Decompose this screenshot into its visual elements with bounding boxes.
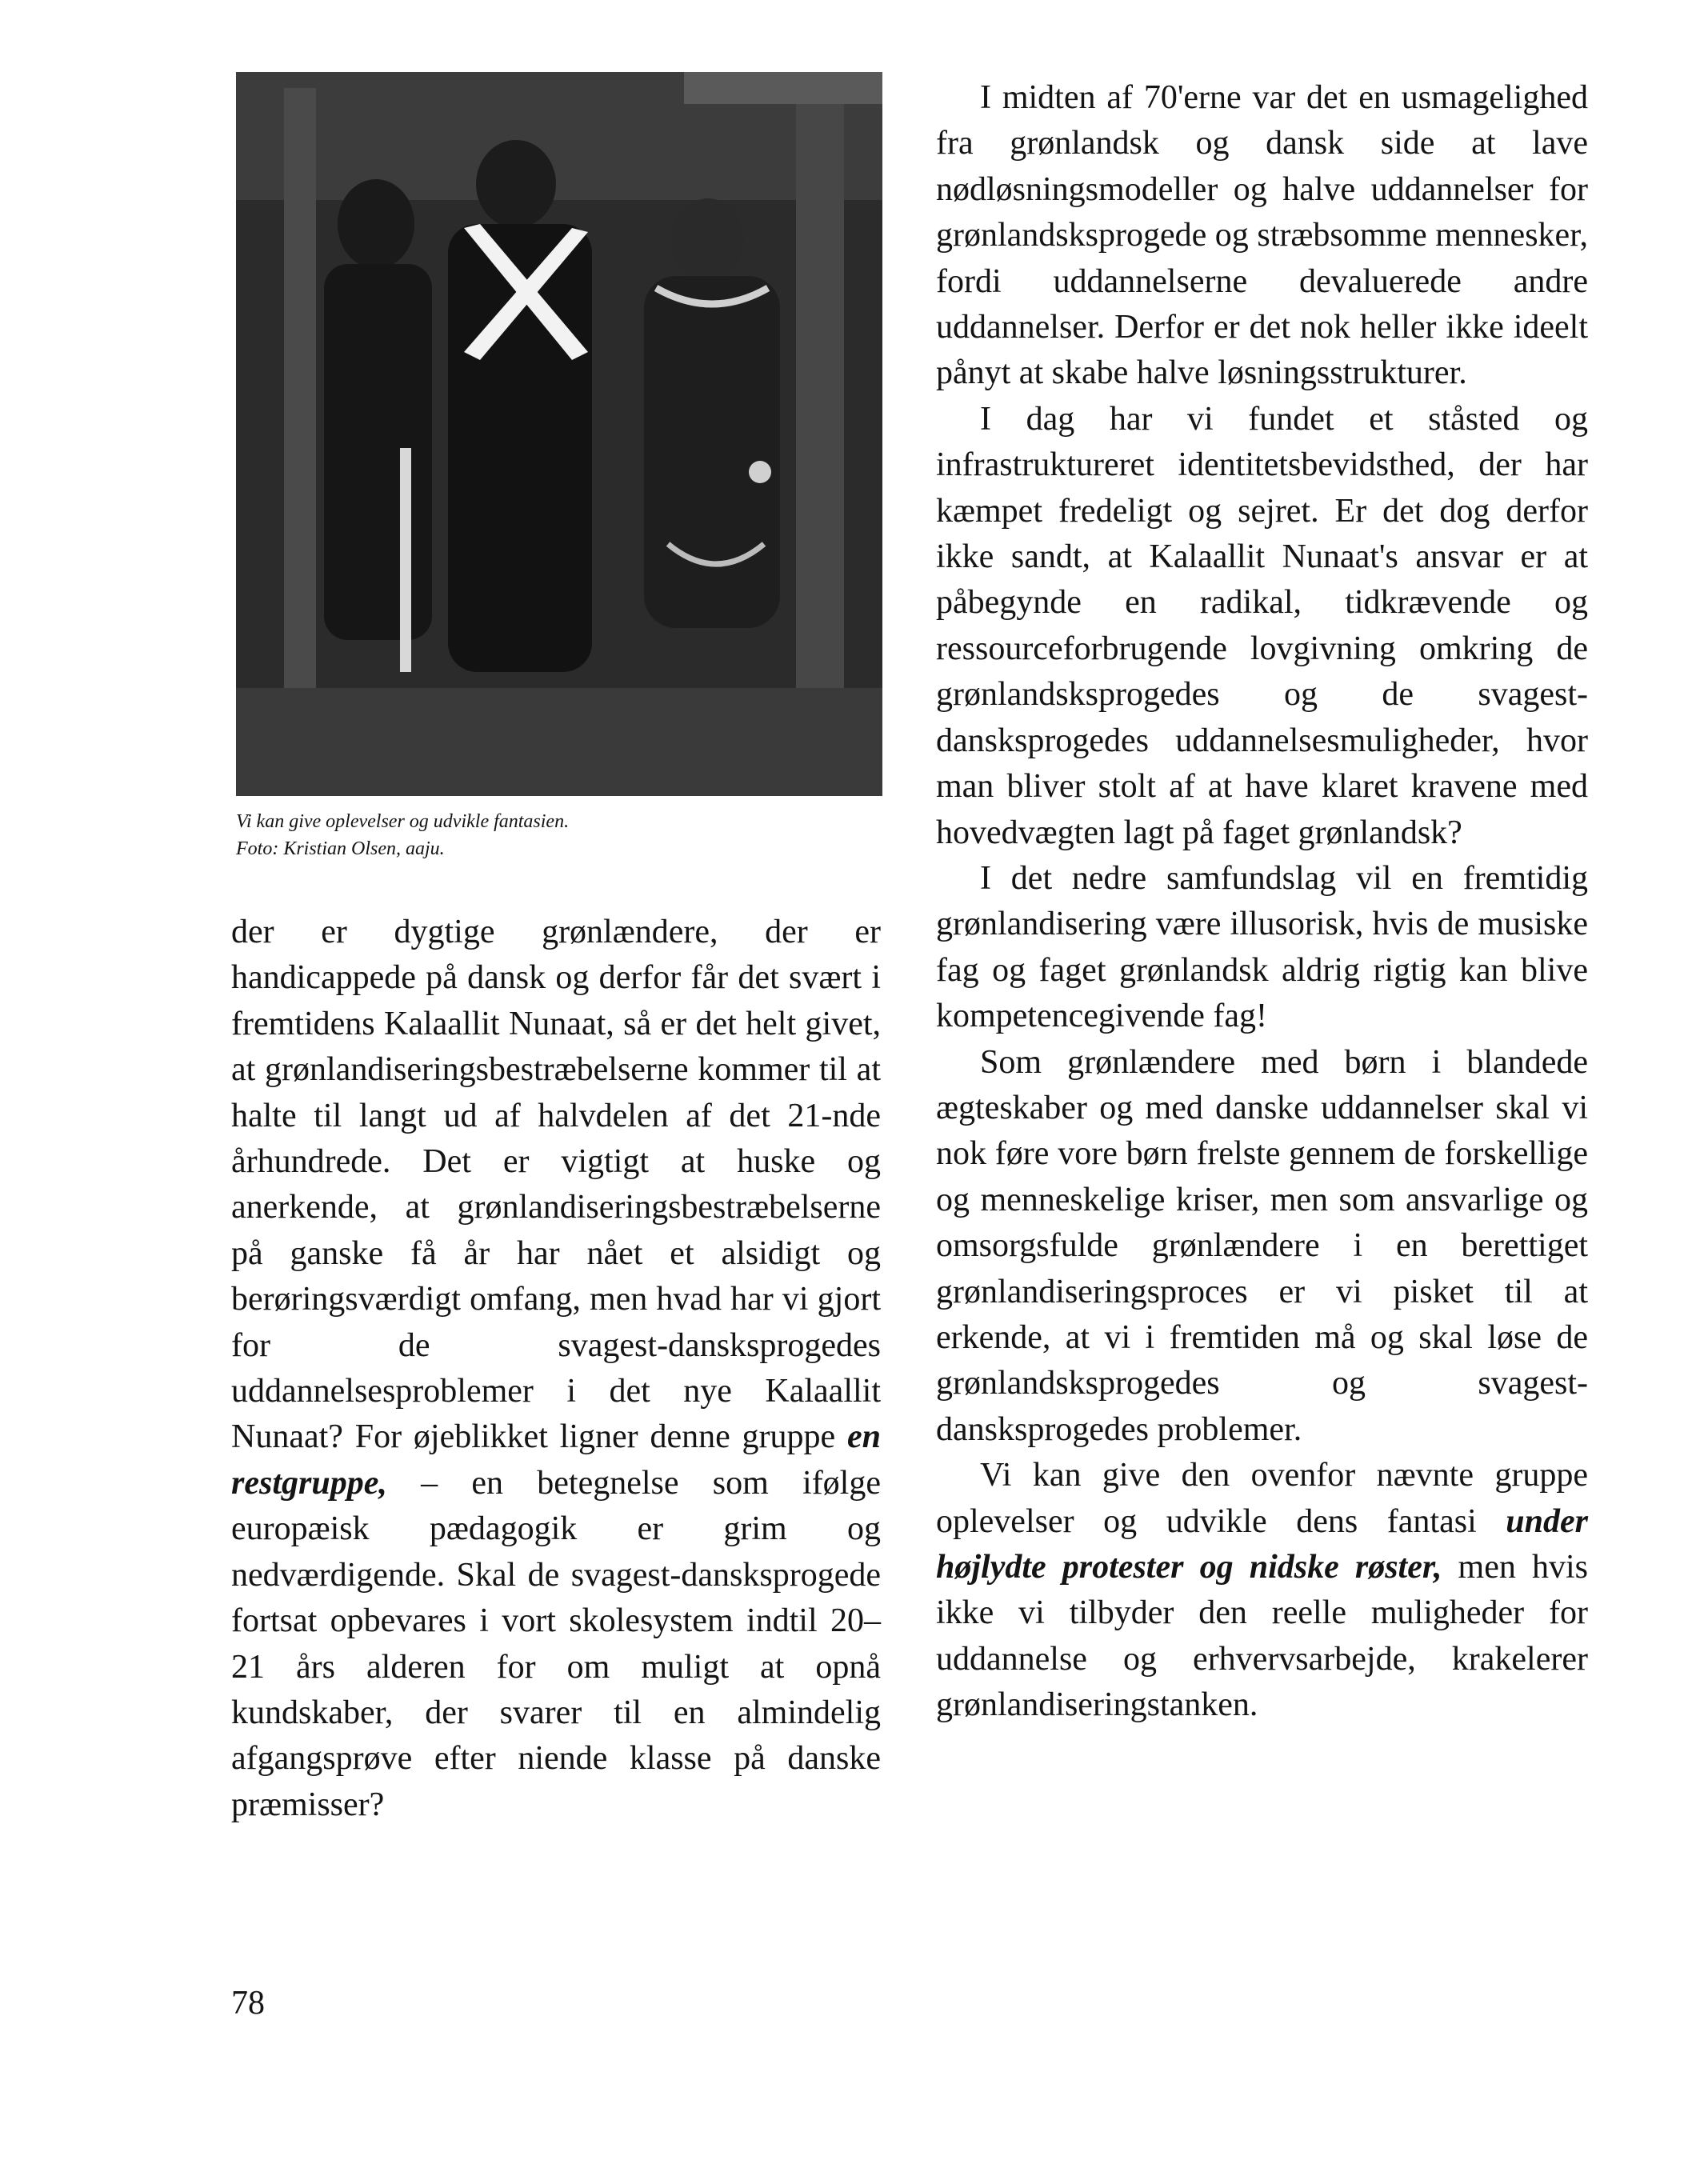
left-column bbox=[231, 910, 881, 1828]
right-paragraph-5-end: men hvis ikke vi tilbyder den reelle muligheder for uddannelse og erhvervsarbejde, krakelerer grønlandiseringstanken. bbox=[936, 1549, 1588, 1724]
left-paragraph-1 bbox=[231, 910, 881, 1828]
right-column bbox=[936, 75, 1588, 1729]
right-paragraph-5 bbox=[936, 1453, 1588, 1728]
left-paragraph-1-end: – en betegnelse som ifølge europæisk pædagogik er grim og nedværdigende. Skal de svagest-dansksprogede fortsat opbevares i vort skolesystem indtil 20–21 års alderen for om muligt at opnå kundskaber, der svarer til en almindelig afgangsprøve efter niende klasse på danske præmisser? bbox=[231, 1464, 881, 1823]
left-paragraph-1-text: der er dygtige grønlændere, der er handicappede på dansk og derfor får det svært i fremtidens Kalaallit Nunaat, så er det helt givet, at grønlandiseringsbestræbelserne kommer til at halte til langt ud af halvdelen af det 21-nde århundrede. Det er vigtigt at huske og anerkende, at grønlandiseringsbestræbelserne på ganske få år har nået et alsidigt og berøringsværdigt omfang, men hvad har vi gjort for de svagest-dansksprogedes uddannelsesproblemer i det nye Kalaallit Nunaat? For øjeblikket ligner denne gruppe bbox=[231, 914, 881, 1456]
photograph bbox=[236, 72, 882, 796]
right-paragraph-2: I dag har vi fundet et ståsted og infrastruktureret identitetsbevidsthed, der har kæmpet fredeligt og sejret. Er det dog derfor ikke sandt, at Kalaallit Nunaat's ansvar er at påbegynde en radikal, tidkrævende og ressourceforbrugende lovgivning omkring de grønlandsksprogedes og de svagest-dansksprogedes uddannelsesmuligheder, hvor man bliver stolt af at have klaret kravene med hovedvægten lagt på faget grønlandsk? bbox=[936, 400, 1588, 851]
caption-line-2: Foto: Kristian Olsen, aaju. bbox=[236, 838, 445, 859]
right-paragraph-3: I det nedre samfundslag vil en fremtidig grønlandisering være illusorisk, hvis de musiske fag og faget grønlandsk aldrig rigtig kan blive kompetencegivende fag! bbox=[936, 859, 1588, 1035]
photo-illustration bbox=[236, 72, 882, 796]
page-number: 78 bbox=[231, 1985, 265, 2022]
left-paragraph-1-emphasis: en restgruppe, bbox=[231, 1418, 882, 1502]
right-paragraph-1: I midten af 70'erne var det en usmagelighed fra grønlandsk og dansk side at lave nødløsningsmodeller og halve uddannelser for grønlandsksprogede og stræbsomme mennesker, fordi uddannelserne devaluerede andre uddannelser. Derfor er det nok heller ikke ideelt pånyt at skabe halve løsningsstrukturer. bbox=[936, 79, 1588, 392]
right-paragraph-4: Som grønlændere med børn i blandede ægteskaber og med danske uddannelser skal vi nok føre vore børn frelste gennem de forskellige og menneskelige kriser, men som ansvarlige og omsorgsfulde grønlændere i en berettiget grønlandiseringsproces er vi pisket til at erkende, at vi i fremtiden må og skal løse de grønlandsksprogedes og svagest-dansksprogedes problemer. bbox=[936, 1043, 1588, 1448]
caption-line-1: Vi kan give oplevelser og udvikle fantasien. bbox=[236, 811, 570, 832]
right-paragraph-5-emphasis: under højlydte protester og nidske røster, bbox=[936, 1502, 1588, 1586]
photo-caption bbox=[236, 808, 882, 862]
right-paragraph-5-start: Vi kan give den ovenfor nævnte gruppe oplevelser og udvikle dens fantasi bbox=[936, 1457, 1588, 1540]
